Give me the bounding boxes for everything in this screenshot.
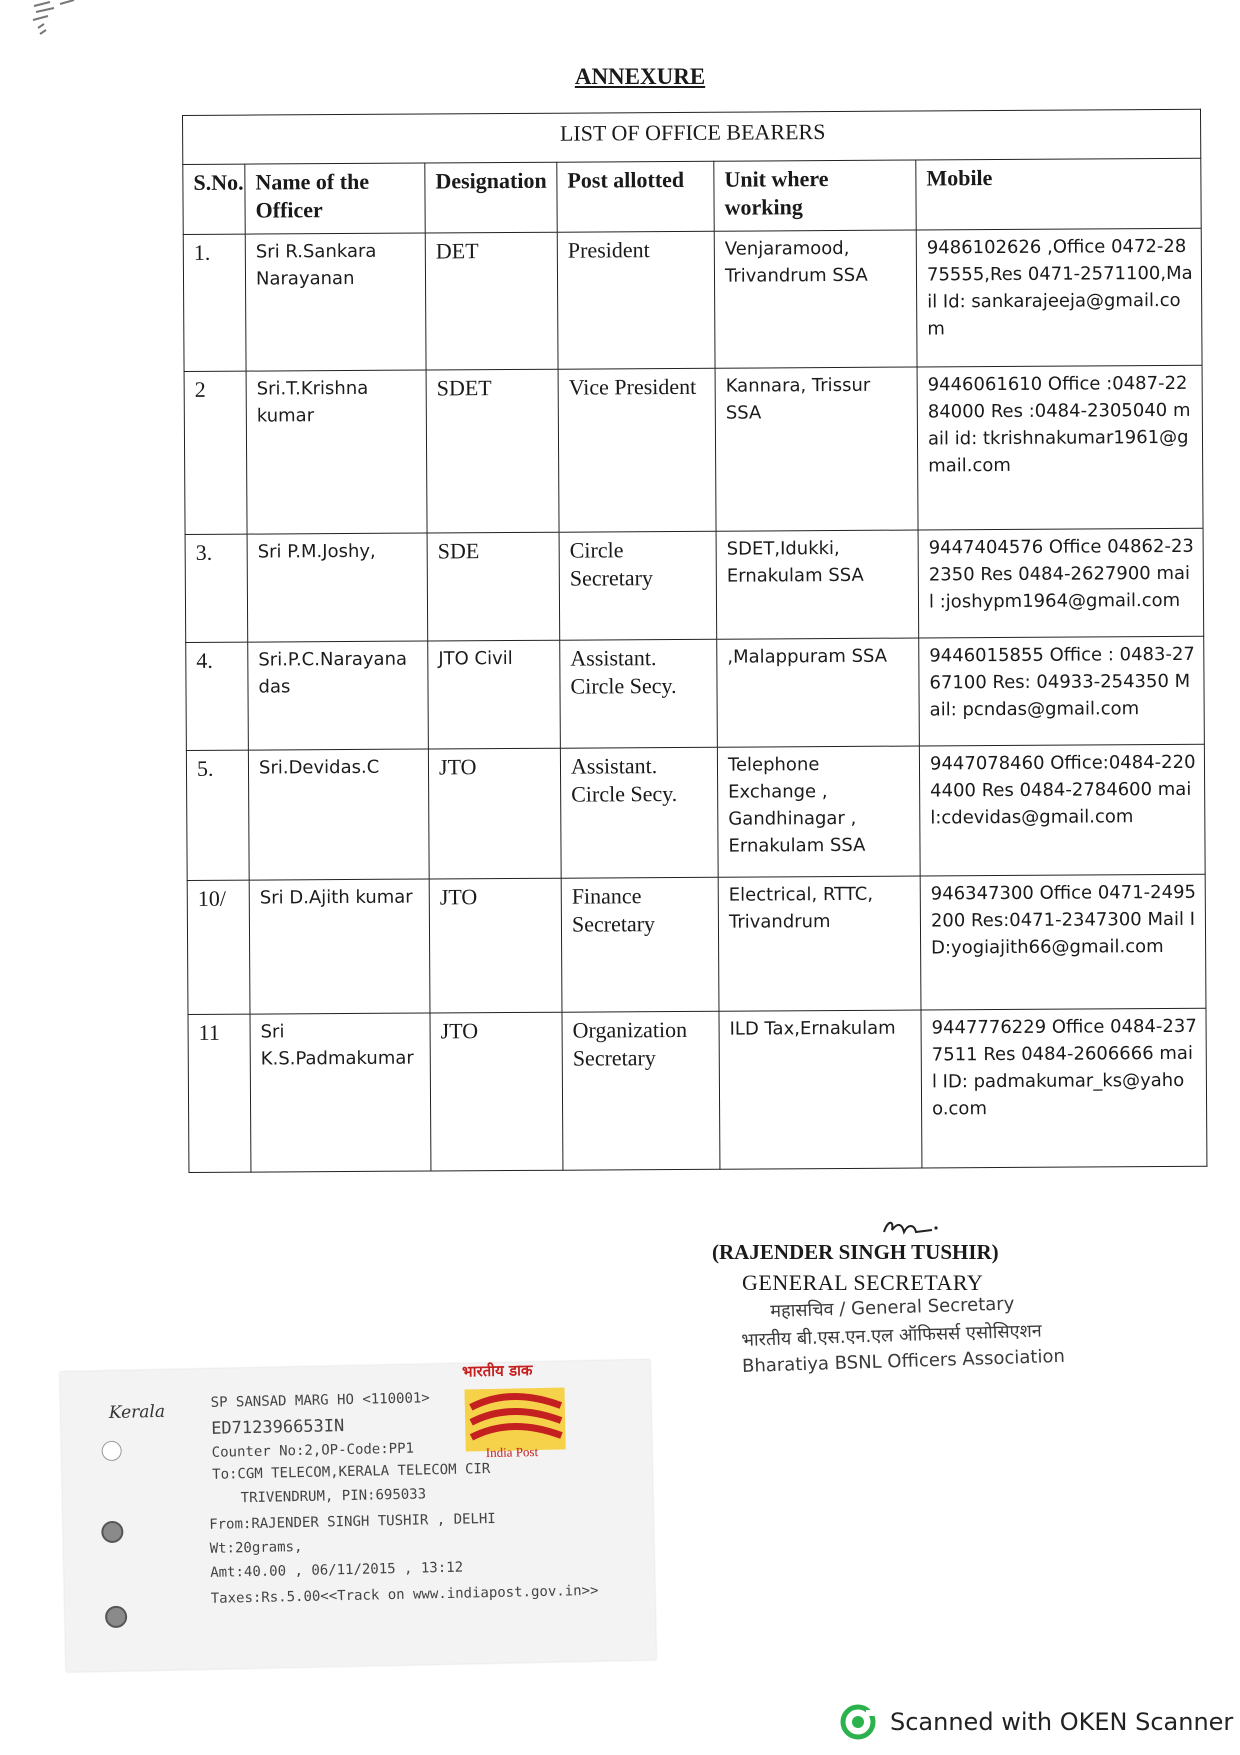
signatory-name: (RAJENDER SINGH TUSHIR) xyxy=(712,1240,999,1264)
table-row xyxy=(187,874,1206,1014)
scanner-watermark xyxy=(840,1704,1233,1740)
cell-sno: 10/ xyxy=(187,880,250,1014)
receipt-line: To:CGM TELECOM,KERALA TELECOM CIR xyxy=(212,1461,491,1483)
cell-unit: SDET,Idukki, Ernakulam SSA xyxy=(716,530,919,639)
cell-sno: 5. xyxy=(186,750,249,880)
cell-mobile: 9486102626 ,Office 0472-2875555,Res 0471-2571100,Mail Id: sankarajeeja@gmail.com xyxy=(916,228,1202,367)
table-row xyxy=(184,365,1203,534)
receipt-line: SP SANSAD MARG HO <110001> xyxy=(210,1390,430,1411)
cell-name: Sri.T.Krishna kumar xyxy=(246,370,427,534)
receipt-tracking-number: ED712396653IN xyxy=(211,1416,345,1439)
office-bearers-table xyxy=(182,109,1207,1173)
cell-post: Organization Secretary xyxy=(562,1011,720,1170)
receipt-line: Amt:40.00 , 06/11/2015 , 13:12 xyxy=(210,1559,464,1581)
cell-designation: SDE xyxy=(427,532,560,641)
india-post-english: India Post xyxy=(485,1444,539,1461)
stamp-line: महासचिव / General Secretary xyxy=(770,1293,1015,1323)
cell-sno: 11 xyxy=(188,1014,251,1172)
punch-hole xyxy=(101,1521,123,1543)
handwritten-note: Kerala xyxy=(108,1401,166,1423)
punch-hole xyxy=(101,1441,121,1461)
cell-mobile: 9447776229 Office 0484-2377511 Res 0484-2606666 mail ID: padmakumar_ks@yahoo.com xyxy=(921,1008,1207,1168)
punch-hole xyxy=(105,1606,127,1628)
signature-scribble xyxy=(880,1212,940,1242)
header-mobile: Mobile xyxy=(916,158,1201,230)
receipt-line: Taxes:Rs.5.00<<Track on www.indiapost.gov.in>> xyxy=(210,1582,599,1607)
cell-mobile: 9446015855 Office : 0483-2767100 Res: 04933-254350 Mail: pcndas@gmail.com xyxy=(919,636,1205,746)
cell-sno: 1. xyxy=(183,234,246,371)
cell-designation: JTO xyxy=(428,748,561,879)
cell-post: Finance Secretary xyxy=(561,877,719,1012)
cell-designation: DET xyxy=(425,232,558,370)
cell-unit: Telephone Exchange , Gandhinagar , Ernakulam SSA xyxy=(717,746,920,877)
stamp-line: Bharatiya BSNL Officers Association xyxy=(741,1345,1066,1377)
postal-receipt xyxy=(60,1360,656,1672)
receipt-line: Wt:20grams, xyxy=(209,1538,303,1557)
cell-unit: Kannara, Trissur SSA xyxy=(715,367,918,531)
cell-designation: SDET xyxy=(426,369,559,533)
receipt-line: From:RAJENDER SINGH TUSHIR , DELHI xyxy=(209,1510,496,1533)
cell-name: Sri P.M.Joshy, xyxy=(247,533,428,642)
india-post-hindi: भारतीय डाक xyxy=(461,1361,533,1381)
table-row xyxy=(183,228,1202,371)
cell-designation: JTO xyxy=(429,878,562,1013)
cell-mobile: 9447078460 Office:0484-2204400 Res 0484-2784600 mail:cdevidas@gmail.com xyxy=(919,744,1205,876)
cell-mobile: 9447404576 Office 04862-232350 Res 0484-2627900 mail :joshypm1964@gmail.com xyxy=(918,528,1204,638)
table-row xyxy=(188,1008,1207,1172)
table-caption-row xyxy=(183,109,1201,164)
cell-name: Sri.P.C.Narayana das xyxy=(248,641,429,750)
cell-name: Sri.Devidas.C xyxy=(248,749,429,880)
official-stamp xyxy=(740,1289,1082,1377)
cell-post: Circle Secretary xyxy=(559,531,717,640)
scan-noise-mark xyxy=(30,0,90,44)
cell-sno: 4. xyxy=(186,642,249,750)
cell-sno: 3. xyxy=(185,534,248,642)
cell-name: Sri D.Ajith kumar xyxy=(249,879,430,1014)
cell-unit: ,Malappuram SSA xyxy=(717,638,920,747)
cell-name: Sri R.Sankara Narayanan xyxy=(245,233,426,371)
cell-sno: 2 xyxy=(184,371,247,534)
table-row xyxy=(186,744,1205,880)
receipt-line: TRIVENDRUM, PIN:695033 xyxy=(240,1486,427,1507)
cell-post: President xyxy=(557,231,715,369)
header-name: Name of the Officer xyxy=(245,163,425,234)
table-row xyxy=(185,528,1204,642)
table-caption: LIST OF OFFICE BEARERS xyxy=(183,109,1201,164)
cell-mobile: 9446061610 Office :0487-2284000 Res :0484-2305040 mail id: tkrishnakumar1961@gmail.com xyxy=(917,365,1203,530)
cell-post: Assistant. Circle Secy. xyxy=(560,639,718,748)
receipt-line: Counter No:2,OP-Code:PP1 xyxy=(211,1440,415,1461)
cell-designation: JTO Civil xyxy=(428,640,561,749)
cell-designation: JTO xyxy=(430,1012,563,1171)
stamp-line: भारतीय बी.एस.एन.एल ऑफिसर्स एसोसिएशन xyxy=(740,1320,1043,1351)
header-unit: Unit where working xyxy=(714,160,916,231)
header-post: Post allotted xyxy=(557,161,714,232)
cell-name: Sri K.S.Padmakumar xyxy=(250,1013,431,1172)
signatory-title: GENERAL SECRETARY xyxy=(742,1270,984,1295)
header-sno: S.No. xyxy=(183,164,245,234)
table-header-row xyxy=(183,158,1201,234)
header-designation: Designation xyxy=(425,162,557,233)
page-title: ANNEXURE xyxy=(574,64,706,89)
cell-mobile: 946347300 Office 0471-2495200 Res:0471-2347300 Mail ID:yogiajith66@gmail.com xyxy=(920,874,1206,1010)
cell-unit: Venjaramood, Trivandrum SSA xyxy=(714,230,917,368)
cell-unit: ILD Tax,Ernakulam xyxy=(719,1010,922,1169)
oken-scanner-logo-icon xyxy=(840,1704,876,1740)
scanner-label: Scanned with OKEN Scanner xyxy=(890,1708,1234,1736)
cell-post: Assistant. Circle Secy. xyxy=(560,747,718,878)
table-row xyxy=(186,636,1205,750)
cell-post: Vice President xyxy=(558,368,716,532)
cell-unit: Electrical, RTTC, Trivandrum xyxy=(718,876,921,1011)
